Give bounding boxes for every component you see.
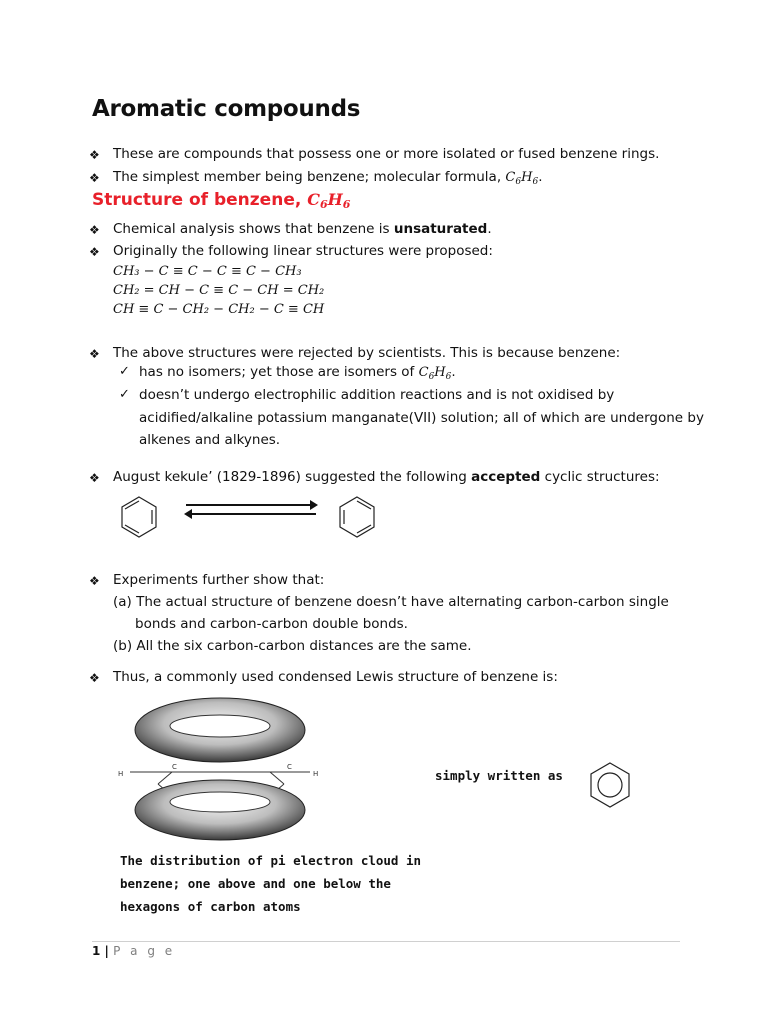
experiment-a-line-1: (a) The actual structure of benzene doesn’t have alternating carbon-carbon single: [113, 594, 669, 610]
reason-1: ✓ has no isomers; yet those are isomers of $C_6H_6$.: [119, 364, 456, 382]
linear-structure-2: CH₂ = CH − C ≡ C − CH = CH₂: [113, 283, 325, 298]
reason-2-line-3: alkenes and alkynes.: [139, 432, 281, 448]
bullet-analysis: ❖ Chemical analysis shows that benzene is unsaturated.: [89, 221, 492, 237]
bullet-experiments: ❖ Experiments further show that:: [89, 572, 325, 588]
bullet-intro-2: ❖ The simplest member being benzene; molecular formula, $C_6H_6$.: [89, 169, 543, 187]
bullet-intro-1: [89, 145, 660, 163]
simply-written-label: simply written as: [435, 768, 563, 783]
diamond-bullet-icon: ❖: [89, 574, 100, 588]
checkmark-icon: ✓: [119, 364, 130, 379]
lower-electron-cloud: [135, 780, 305, 840]
reason-2-line-1: ✓ doesn’t undergo electrophilic addition reactions and is not oxidised by: [119, 387, 615, 403]
diamond-bullet-icon: ❖: [89, 671, 100, 685]
formula-c6h6: $C_6H_6$: [505, 170, 539, 187]
diamond-bullet-icon: ❖: [89, 471, 100, 485]
benzene-circle-structure: [585, 760, 635, 810]
bullet-rejected: ❖ The above structures were rejected by scientists. This is because benzene:: [89, 345, 621, 361]
reason-2-line-2: acidified/alkaline potassium manganate(VII) solution; all of which are undergone by: [139, 410, 704, 426]
diamond-bullet-icon: ❖: [89, 347, 100, 361]
label-h-left: H: [118, 770, 124, 778]
footer-rule: [92, 941, 680, 942]
bullet-kekule: ❖ August kekule’ (1829-1896) suggested the following accepted cyclic structures:: [89, 469, 660, 485]
label-c-right: C: [287, 763, 292, 771]
checkmark-icon: ✓: [119, 387, 130, 402]
diamond-bullet-icon: ❖: [89, 171, 100, 185]
bullet-text: These are compounds that possess one or more isolated or fused benzene rings.: [113, 146, 660, 162]
kekule-hexagon-left: [122, 497, 156, 537]
heading-formula: $C_6H_6$: [307, 190, 351, 211]
label-c-left: C: [172, 763, 177, 771]
linear-structure-1: CH₃ − C ≡ C − C ≡ C − CH₃: [113, 264, 302, 279]
formula-c6h6: $C_6H_6$: [418, 365, 452, 382]
figure-caption: The distribution of pi electron cloud in benzene; one above and one below the hexagons of carbon atoms: [120, 853, 422, 914]
bullet-originally: ❖ Originally the following linear structures were proposed:: [89, 243, 493, 259]
resonance-arrows: [184, 500, 318, 519]
experiment-a-line-2: bonds and carbon-carbon double bonds.: [135, 616, 408, 632]
linear-structure-3: CH ≡ C − CH₂ − CH₂ − C ≡ CH: [113, 302, 325, 317]
upper-electron-cloud: [135, 698, 305, 762]
diamond-bullet-icon: ❖: [89, 245, 100, 259]
section-heading: Structure of benzene, $C_6H_6$: [92, 190, 351, 211]
bullet-lewis: ❖ Thus, a commonly used condensed Lewis structure of benzene is:: [89, 669, 558, 685]
page-number: 1: [92, 944, 101, 958]
kekule-hexagon-right: [340, 497, 374, 537]
page-title: Aromatic compounds: [92, 96, 361, 122]
diamond-bullet-icon: ❖: [89, 148, 100, 162]
page-label: P a g e: [113, 944, 176, 958]
bullet-text: The simplest member being benzene; molecular formula,: [113, 169, 506, 185]
kekule-structures-diagram: [110, 490, 390, 546]
diamond-bullet-icon: ❖: [89, 223, 100, 237]
experiment-b: (b) All the six carbon-carbon distances are the same.: [113, 638, 472, 654]
pi-electron-cloud-diagram: [110, 692, 410, 844]
page-footer: 1 | P a g e: [92, 944, 176, 958]
label-h-right: H: [313, 770, 319, 778]
